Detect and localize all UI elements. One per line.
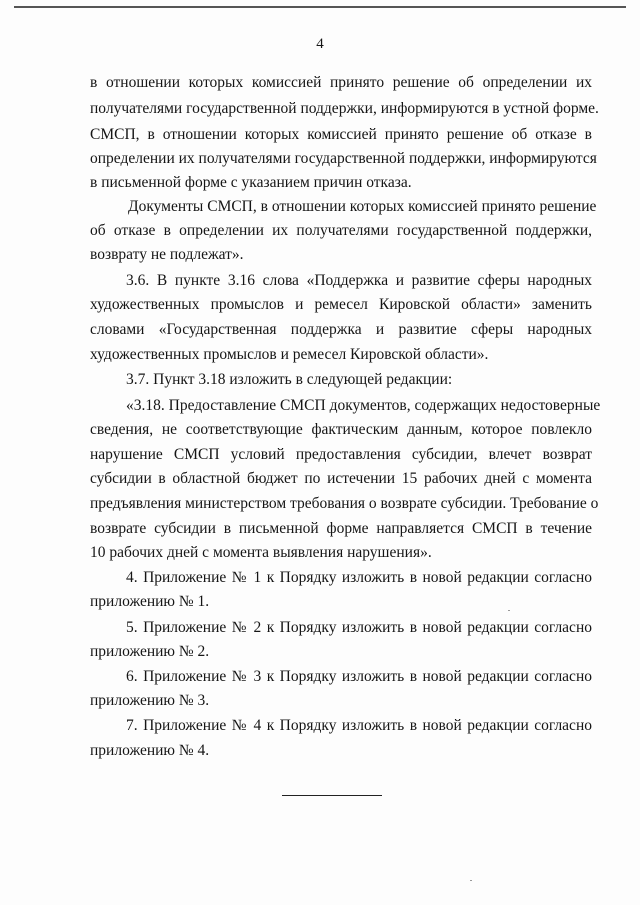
text-line: 3.6. В пункте 3.16 слова «Поддержка и развитие сферы народных [126,272,592,289]
text-line: нарушение СМСП условий предоставления субсидии, влечет возврат [90,446,592,463]
text-line: словами «Государственная поддержка и развитие сферы народных [90,321,592,338]
text-line: 4. Приложение № 1 к Порядку изложить в новой редакции согласно [126,569,592,586]
scan-speck [508,610,510,611]
text-line: 6. Приложение № 3 к Порядку изложить в новой редакции согласно [126,668,592,685]
text-line: возврату не подлежат». [90,246,244,263]
text-line: сведения, не соответствующие фактическим данным, которое повлекло [90,421,592,438]
text-line: в отношении которых комиссией принято решение об определении их [90,74,592,91]
text-line: художественных промыслов и ремесел Кировской области» заменить [90,296,592,313]
text-line: приложению № 3. [90,692,210,709]
text-line: приложению № 4. [90,742,210,759]
text-line: 7. Приложение № 4 к Порядку изложить в новой редакции согласно [126,717,592,734]
scan-speck [470,880,472,881]
text-line: получателями государственной поддержки, информируются в устной форме. [90,100,599,117]
text-line: в письменной форме с указанием причин отказа. [90,174,412,191]
text-line: 10 рабочих дней с момента выявления нарушения». [90,544,432,561]
text-line: предъявления министерством требования о возврате субсидии. Требование о [90,495,599,512]
text-line: возврате субсидии в письменной форме направляется СМСП в течение [90,520,592,537]
closing-rule [282,795,382,796]
text-line: художественных промыслов и ремесел Кировской области». [90,346,489,363]
text-line: 3.7. Пункт 3.18 изложить в следующей редакции: [126,371,453,388]
page-number: 4 [316,36,324,52]
text-line: «3.18. Предоставление СМСП документов, содержащих недостоверные [126,397,601,414]
text-line: приложению № 1. [90,593,210,610]
text-line: Документы СМСП, в отношении которых комиссией принято решение [128,198,597,215]
text-line: об отказе в определении их получателями государственной поддержки, [90,222,592,239]
text-line: приложению № 2. [90,643,210,660]
text-line: субсидии в областной бюджет по истечении 15 рабочих дней с момента [90,470,592,487]
text-line: определении их получателями государственной поддержки, информируются [90,150,597,167]
top-edge-rule [14,6,626,8]
text-line: 5. Приложение № 2 к Порядку изложить в новой редакции согласно [126,619,592,636]
text-line: СМСП, в отношении которых комиссией принято решение об отказе в [90,126,592,143]
